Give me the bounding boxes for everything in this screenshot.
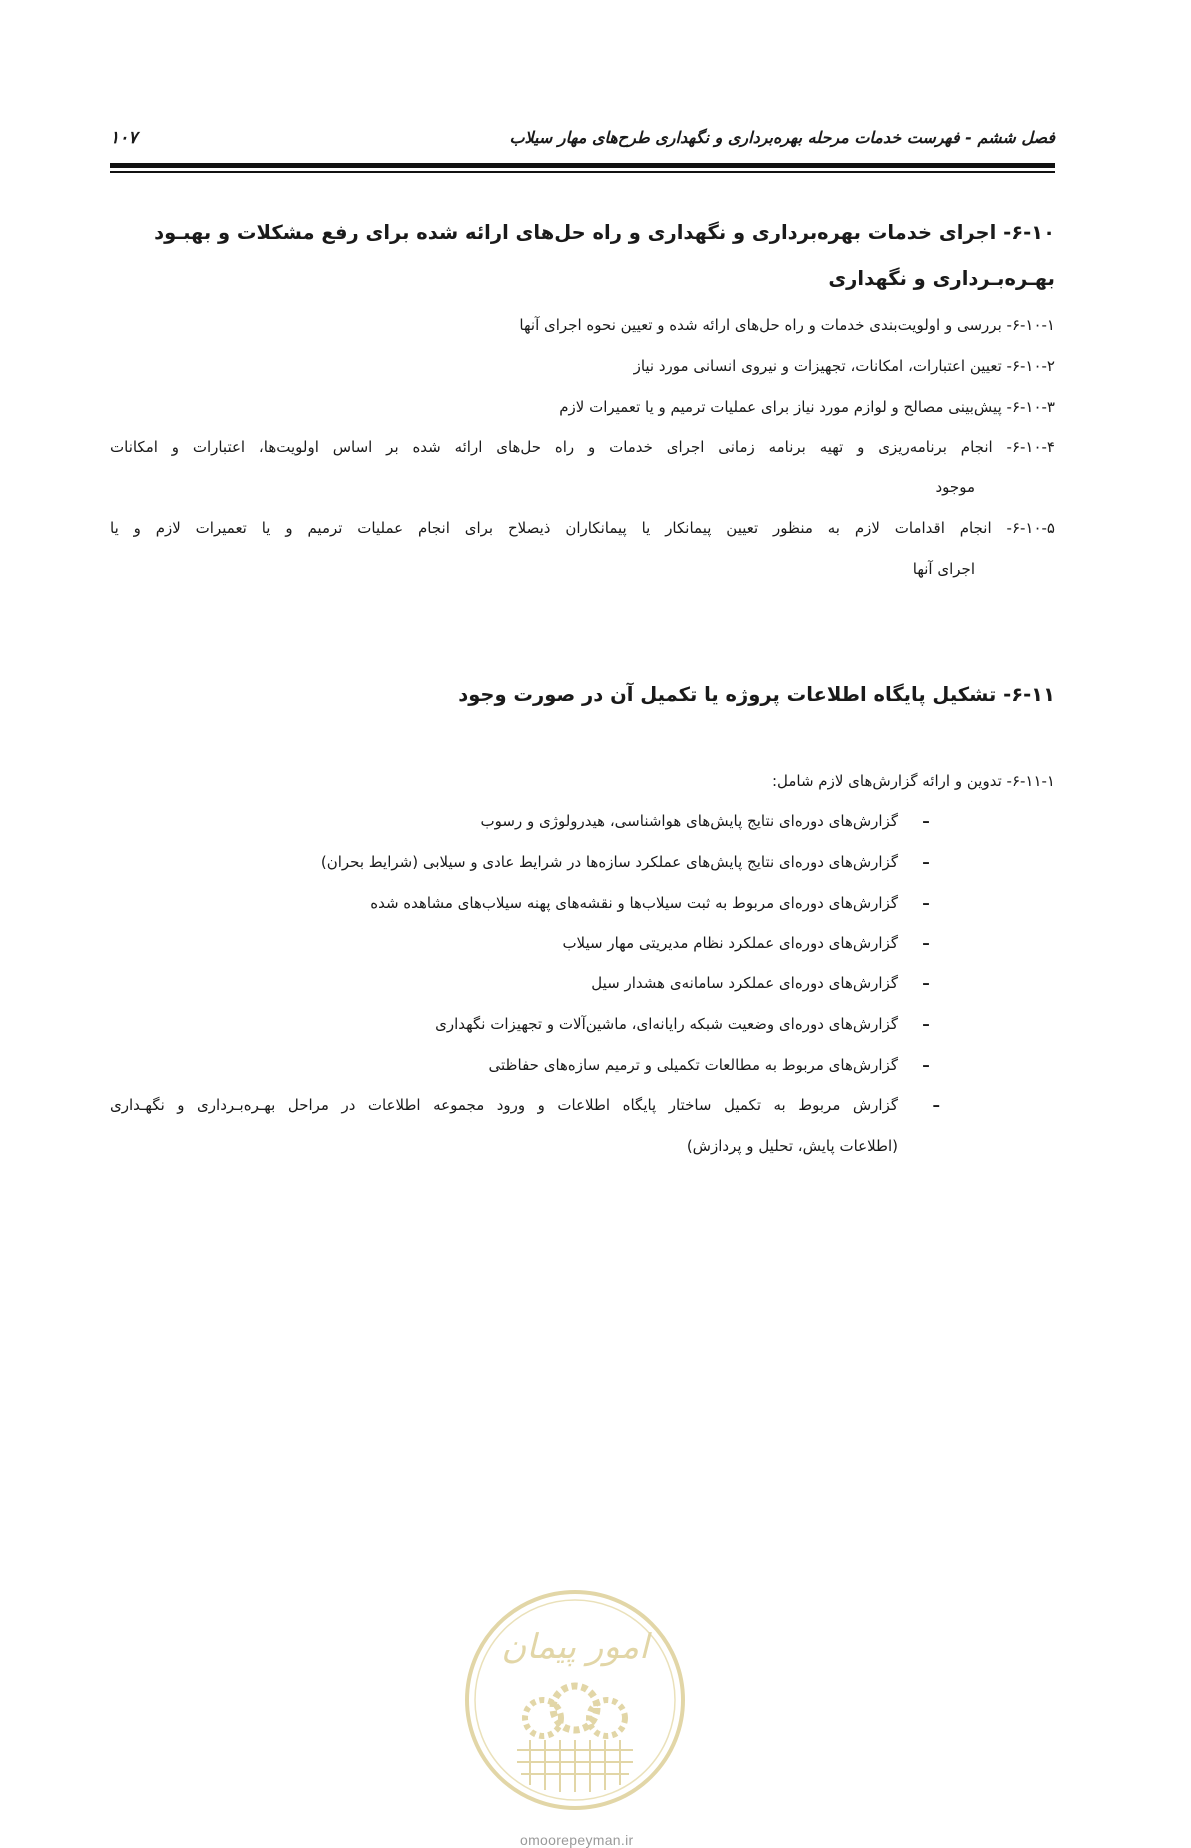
bullet-dash: – [922,974,930,992]
bullet-dash: – [922,1015,930,1033]
section-10-item-5: ۶-۱۰-۵- انجام اقدامات لازم به منظور تعیین پیمانکار یا پیمانکاران ذیصلاح برای انجام عملیات ترمیم و یا تعمیرات لازم و یا [110,519,1055,537]
bullet-text: گزارش مربوط به تکمیل ساختار پایگاه اطلاعات و ورود مجموعه اطلاعات در مراحل بهـره‌بـرداری و نگهـداری [110,1096,898,1114]
item-4-continuation-text: موجود [935,478,975,496]
section-10-item-4: ۶-۱۰-۴- انجام برنامه‌ریزی و تهیه برنامه زمانی اجرای خدمات و راه حل‌های ارائه شده بر اساس اولویت‌ها، اعتبارات و امکانات [110,438,1055,456]
bullet-dash: – [922,853,930,871]
section-10-item-4-continued [110,466,1055,508]
section-10-heading: ۶-۱۰- اجرای خدمات بهره‌برداری و نگهداری و راه حل‌های ارائه شده برای رفع مشکلات و بهبـود بهـره‌بـرداری و نگهداری [154,221,1055,290]
section-10-item-2: ۶-۱۰-۲- تعیین اعتبارات، امکانات، تجهیزات و نیروی انسانی مورد نیاز [633,357,1055,375]
report-bullet-2 [110,841,1055,883]
watermark-site-url: omoorepeyman.ir [520,1832,634,1848]
header-rule-thick [110,163,1055,168]
report-bullet-4 [110,922,1055,964]
bullet-dash: – [922,894,930,912]
bullet-text: گزارش‌های دوره‌ای مربوط به ثبت سیلاب‌ها و نقشه‌های پهنه سیلاب‌های مشاهده شده [370,894,898,912]
bullet-text: گزارش‌های دوره‌ای عملکرد نظام مدیریتی مهار سیلاب [562,934,898,952]
bullet-dash: – [932,1096,940,1114]
report-bullet-5 [110,962,1055,1004]
bullet-text: گزارش‌های مربوط به مطالعات تکمیلی و ترمیم سازه‌های حفاظتی [488,1056,898,1074]
section-10-item-3: ۶-۱۰-۳- پیش‌بینی مصالح و لوازم مورد نیاز برای عملیات ترمیم و یا تعمیرات لازم [559,398,1055,416]
report-bullet-3 [110,882,1055,924]
bullet-text: گزارش‌های دوره‌ای عملکرد سامانه‌ی هشدار سیل [591,974,898,992]
report-bullet-8-continued: (اطلاعات پایش، تحلیل و پردازش) [686,1137,898,1155]
bullet-dash: – [922,934,930,952]
section-10-item-1: ۶-۱۰-۱- بررسی و اولویت‌بندی خدمات و راه حل‌های ارائه شده و تعیین نحوه اجرای آنها [519,316,1055,334]
section-10-item-5-continued [110,548,1055,590]
watermark-seal-logo [455,1580,695,1820]
section-11-intro: ۶-۱۱-۱- تدوین و ارائه گزارش‌های لازم شامل: [771,772,1055,790]
running-header [110,128,1055,154]
bullet-dash: – [922,1056,930,1074]
section-11-heading: ۶-۱۱- تشکیل پایگاه اطلاعات پروژه یا تکمیل آن در صورت وجود [458,683,1055,706]
bullet-dash: – [922,812,930,830]
watermark-logo-text: امور پیمان [501,1627,649,1667]
page-number: ۱۰۷ [110,128,138,148]
report-bullet-7 [110,1044,1055,1086]
header-rule-thin [110,171,1055,173]
bullet-text: گزارش‌های دوره‌ای نتایج پایش‌های عملکرد سازه‌ها در شرایط عادی و سیلابی (شرایط بحران) [320,853,898,871]
bullet-text: گزارش‌های دوره‌ای نتایج پایش‌های هواشناسی، هیدرولوژی و رسوب [480,812,898,830]
report-bullet-8 [110,1084,1055,1126]
chapter-title: فصل ششم - فهرست خدمات مرحله بهره‌برداری و نگهداری طرح‌های مهار سیلاب [509,128,1055,147]
report-bullet-1 [110,800,1055,842]
report-bullet-6 [110,1003,1055,1045]
item-5-continuation-text: اجرای آنها [912,560,975,578]
bullet-text: گزارش‌های دوره‌ای وضعیت شبکه رایانه‌ای، ماشین‌آلات و تجهیزات نگهداری [435,1015,898,1033]
